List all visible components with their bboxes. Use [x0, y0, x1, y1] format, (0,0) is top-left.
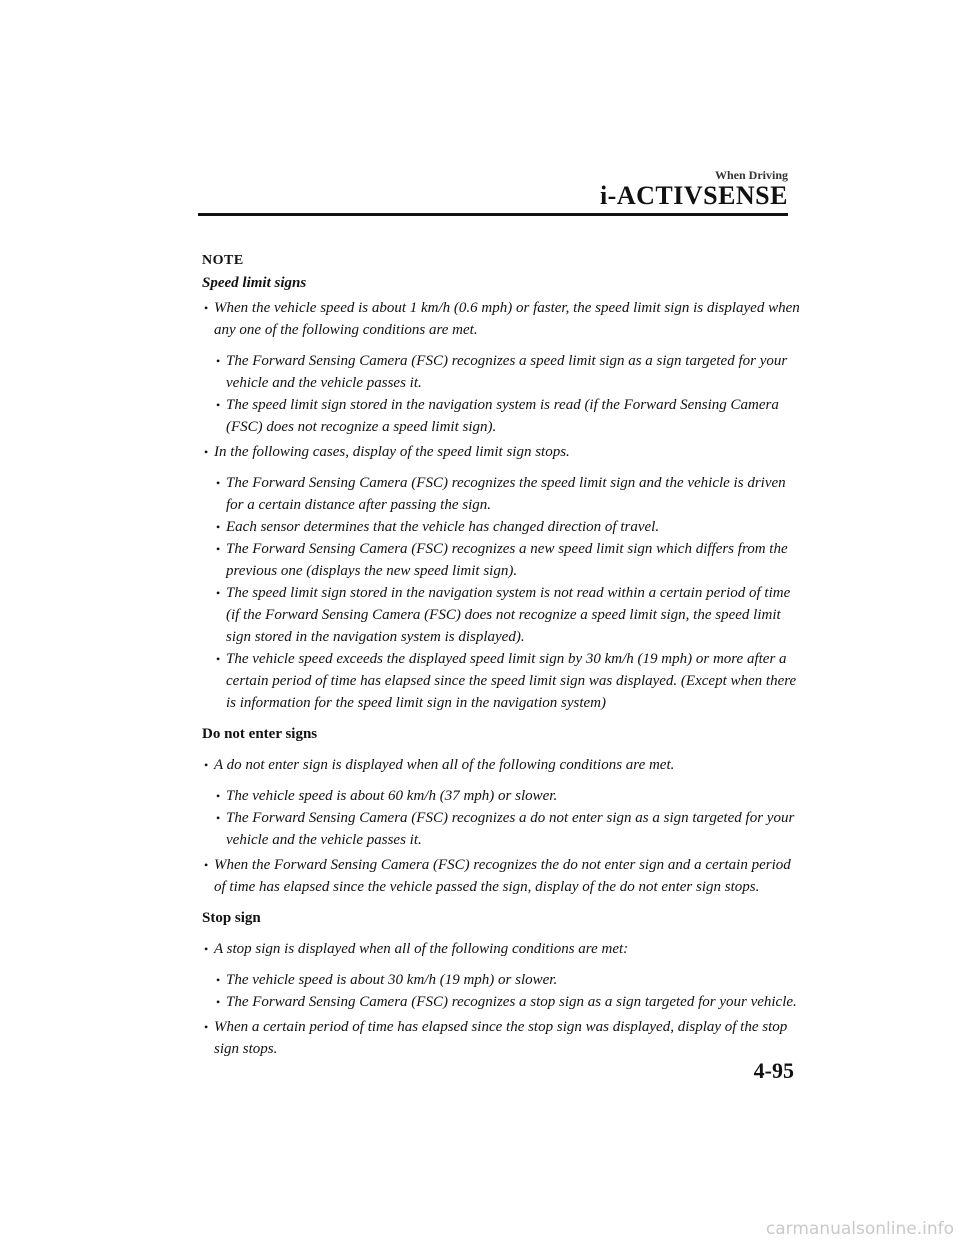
note-label: NOTE: [202, 253, 244, 268]
list-item: • When a certain period of time has elapsed since the stop sign was displayed, display of the stop sign stops.: [202, 1016, 802, 1060]
do-not-enter-heading: Do not enter signs: [202, 726, 318, 742]
speed-limit-heading: Speed limit signs: [202, 275, 307, 291]
header-chapter-title: i-ACTIVSENSE: [599, 181, 788, 210]
list-item: • The vehicle speed is about 30 km/h (19 mph) or slower.: [202, 969, 802, 991]
page-content: [202, 250, 802, 1060]
stop-sign-heading: Stop sign: [202, 910, 261, 926]
list-item: • Each sensor determines that the vehicle has changed direction of travel.: [202, 516, 802, 538]
header-divider: [198, 213, 788, 216]
list-item: • The Forward Sensing Camera (FSC) recognizes a do not enter sign as a sign targeted for your vehicle and the vehicle passes it.: [202, 807, 802, 851]
list-item: • A stop sign is displayed when all of the following conditions are met:: [202, 938, 802, 960]
list-item: • When the vehicle speed is about 1 km/h (0.6 mph) or faster, the speed limit sign is displayed when any one of the following conditions are met.: [202, 297, 802, 341]
header-section-title: When Driving: [714, 168, 788, 182]
list-item: • The speed limit sign stored in the navigation system is read (if the Forward Sensing Camera (FSC) does not recognize a speed limit sign).: [202, 394, 802, 438]
page-number: 4-95: [753, 1058, 794, 1083]
list-item: • The Forward Sensing Camera (FSC) recognizes the speed limit sign and the vehicle is driven for a certain distance after passing the sign.: [202, 472, 802, 516]
list-item: • In the following cases, display of the speed limit sign stops.: [202, 441, 802, 463]
list-item: • The vehicle speed exceeds the displayed speed limit sign by 30 km/h (19 mph) or more after a certain period of time has elapsed since the speed limit sign was displayed. (Except when there is information for the speed limit sign in the navigation system): [202, 648, 802, 714]
watermark-link[interactable]: carmanualsonline.info: [765, 1219, 954, 1239]
list-item: • The Forward Sensing Camera (FSC) recognizes a new speed limit sign which differs from the previous one (displays the new speed limit sign).: [202, 538, 802, 582]
list-item: • The speed limit sign stored in the navigation system is not read within a certain period of time (if the Forward Sensing Camera (FSC) does not recognize a speed limit sign, the speed limit sign stored in the navigation system is displayed).: [202, 582, 802, 648]
list-item: • When the Forward Sensing Camera (FSC) recognizes the do not enter sign and a certain period of time has elapsed since the vehicle passed the sign, display of the do not enter sign stops.: [202, 854, 802, 898]
list-item: • A do not enter sign is displayed when all of the following conditions are met.: [202, 754, 802, 776]
list-item: • The Forward Sensing Camera (FSC) recognizes a speed limit sign as a sign targeted for your vehicle and the vehicle passes it.: [202, 350, 802, 394]
list-item: • The vehicle speed is about 60 km/h (37 mph) or slower.: [202, 785, 802, 807]
list-item: • The Forward Sensing Camera (FSC) recognizes a stop sign as a sign targeted for your vehicle.: [202, 991, 802, 1013]
